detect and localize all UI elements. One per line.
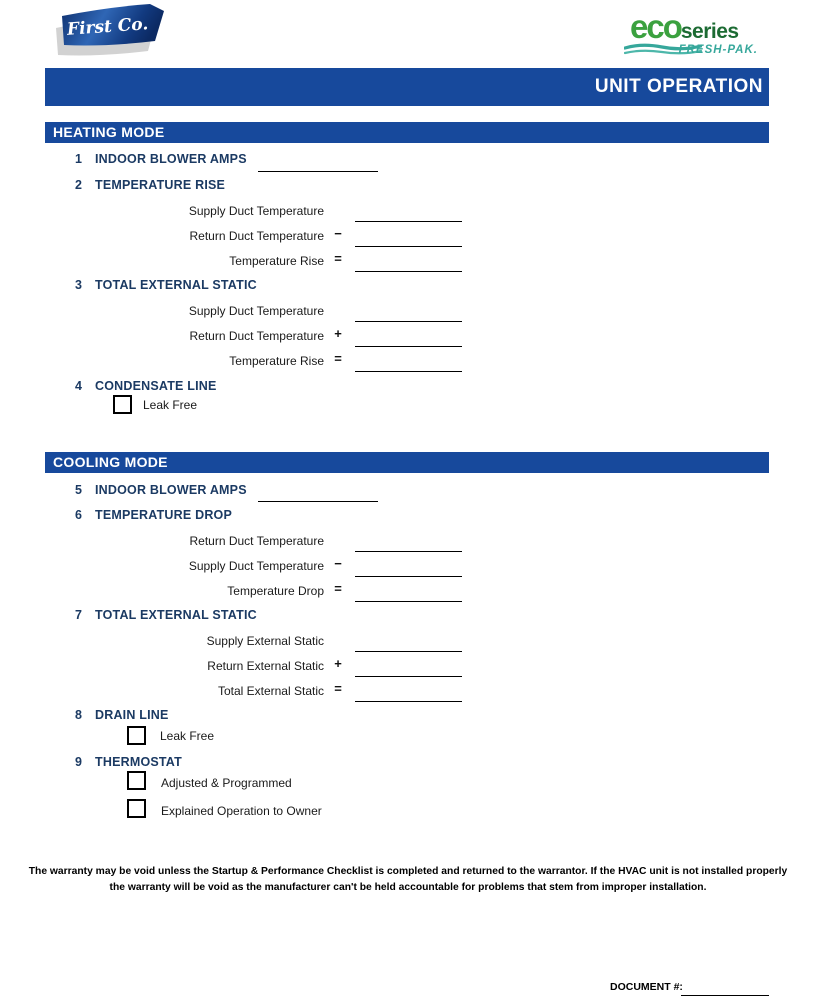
sub-label: Temperature Rise — [229, 354, 324, 368]
first-co-flag-icon — [50, 2, 170, 58]
sub-row — [0, 226, 816, 253]
document-number-label: DOCUMENT #: — [610, 981, 683, 993]
item-number: 7 — [75, 608, 82, 622]
sub-label: Return Duct Temperature — [189, 329, 324, 343]
first-co-logo — [50, 2, 170, 58]
field-line[interactable] — [355, 329, 462, 347]
item-number: 2 — [75, 178, 82, 192]
item-label: TEMPERATURE DROP — [95, 508, 233, 522]
item-temperature-drop — [60, 508, 232, 522]
sub-label: Supply External Static — [206, 634, 324, 648]
sub-label: Return Duct Temperature — [189, 534, 324, 548]
item-number: 6 — [75, 508, 82, 522]
equals-operator: = — [334, 351, 342, 366]
field-line[interactable] — [355, 229, 462, 247]
field-line[interactable] — [355, 204, 462, 222]
item-number: 3 — [75, 278, 82, 292]
indoor-blower-amps-cooling-field-line[interactable] — [258, 501, 378, 502]
series-logo-text: series — [680, 20, 739, 43]
sub-row — [0, 634, 816, 658]
item-number: 8 — [75, 708, 82, 722]
plus-operator: + — [334, 656, 342, 671]
document-number-field-line[interactable] — [681, 982, 769, 996]
eco-logo-text: eco — [630, 8, 681, 45]
field-line[interactable] — [355, 659, 462, 677]
minus-operator: − — [334, 226, 342, 241]
item-label: THERMOSTAT — [95, 755, 182, 769]
item-number: 4 — [75, 379, 82, 393]
sub-label: Supply Duct Temperature — [188, 559, 324, 573]
sub-row — [0, 351, 816, 378]
checkbox-label: Adjusted & Programmed — [161, 776, 292, 790]
minus-operator: − — [334, 556, 342, 571]
item-label: TOTAL EXTERNAL STATIC — [95, 608, 257, 622]
eco-series-logo — [622, 8, 770, 60]
checkbox-label: Explained Operation to Owner — [161, 804, 322, 818]
field-line[interactable] — [355, 684, 462, 702]
item-condensate-line — [60, 379, 217, 393]
item-temperature-rise — [60, 178, 225, 192]
sub-row — [0, 204, 816, 228]
warranty-note — [0, 864, 816, 896]
item-indoor-blower-amps-heating — [60, 152, 247, 166]
field-line[interactable] — [355, 559, 462, 577]
equals-operator: = — [334, 681, 342, 696]
equals-operator: = — [334, 581, 342, 596]
checkbox-label: Leak Free — [160, 729, 215, 743]
sub-row — [0, 251, 816, 278]
first-co-logo-text: First Co. — [66, 14, 149, 40]
sub-label: Temperature Rise — [229, 254, 324, 268]
item-label: TEMPERATURE RISE — [95, 178, 226, 192]
explained-operation-checkbox[interactable] — [127, 799, 146, 818]
item-label: CONDENSATE LINE — [95, 379, 217, 393]
item-total-external-static-heating — [60, 278, 257, 292]
sub-row — [0, 556, 816, 583]
item-total-external-static-cooling — [60, 608, 257, 622]
sub-row — [0, 304, 816, 328]
cooling-mode-title: COOLING MODE — [53, 454, 168, 470]
sub-label: Temperature Drop — [227, 584, 324, 598]
leak-free-checkbox-cooling[interactable] — [127, 726, 146, 745]
sub-label: Total External Static — [217, 684, 324, 698]
item-indoor-blower-amps-cooling — [60, 483, 247, 497]
cooling-mode-header — [45, 452, 769, 473]
field-line[interactable] — [355, 254, 462, 272]
item-number: 9 — [75, 755, 82, 769]
sub-label: Return External Static — [207, 659, 324, 673]
sub-row — [0, 326, 816, 353]
item-drain-line — [60, 708, 169, 722]
page-title: UNIT OPERATION — [594, 76, 763, 97]
leak-free-checkbox-heating[interactable] — [113, 395, 132, 414]
heating-mode-title: HEATING MODE — [53, 124, 165, 140]
field-line[interactable] — [355, 304, 462, 322]
sub-label: Supply Duct Temperature — [188, 204, 324, 218]
plus-operator: + — [334, 326, 342, 341]
adjusted-programmed-checkbox[interactable] — [127, 771, 146, 790]
field-line[interactable] — [355, 354, 462, 372]
heating-mode-header — [45, 122, 769, 143]
checkbox-label: Leak Free — [143, 398, 198, 412]
sub-row — [0, 681, 816, 708]
warranty-line-2: the warranty will be void as the manufacturer can't be held accountable for problems that stem from improper installation. — [109, 882, 707, 893]
field-line[interactable] — [355, 584, 462, 602]
item-label: TOTAL EXTERNAL STATIC — [95, 278, 257, 292]
item-label: INDOOR BLOWER AMPS — [95, 152, 247, 166]
field-line[interactable] — [355, 534, 462, 552]
sub-label: Return Duct Temperature — [189, 229, 324, 243]
fresh-pak-logo-text: FRESH-PAK. — [678, 44, 758, 56]
item-number: 5 — [75, 483, 82, 497]
field-line[interactable] — [355, 634, 462, 652]
warranty-line-1: The warranty may be void unless the Startup & Performance Checklist is completed and returned to the warrantor. If the HVAC unit is not installed properly — [28, 866, 788, 877]
item-number: 1 — [75, 152, 82, 166]
sub-row — [0, 534, 816, 558]
sub-row — [0, 581, 816, 608]
unit-operation-banner — [45, 68, 769, 106]
item-label: DRAIN LINE — [95, 708, 169, 722]
equals-operator: = — [334, 251, 342, 266]
sub-label: Supply Duct Temperature — [188, 304, 324, 318]
item-thermostat — [60, 755, 182, 769]
indoor-blower-amps-heating-field-line[interactable] — [258, 171, 378, 172]
sub-row — [0, 656, 816, 683]
item-label: INDOOR BLOWER AMPS — [95, 483, 247, 497]
